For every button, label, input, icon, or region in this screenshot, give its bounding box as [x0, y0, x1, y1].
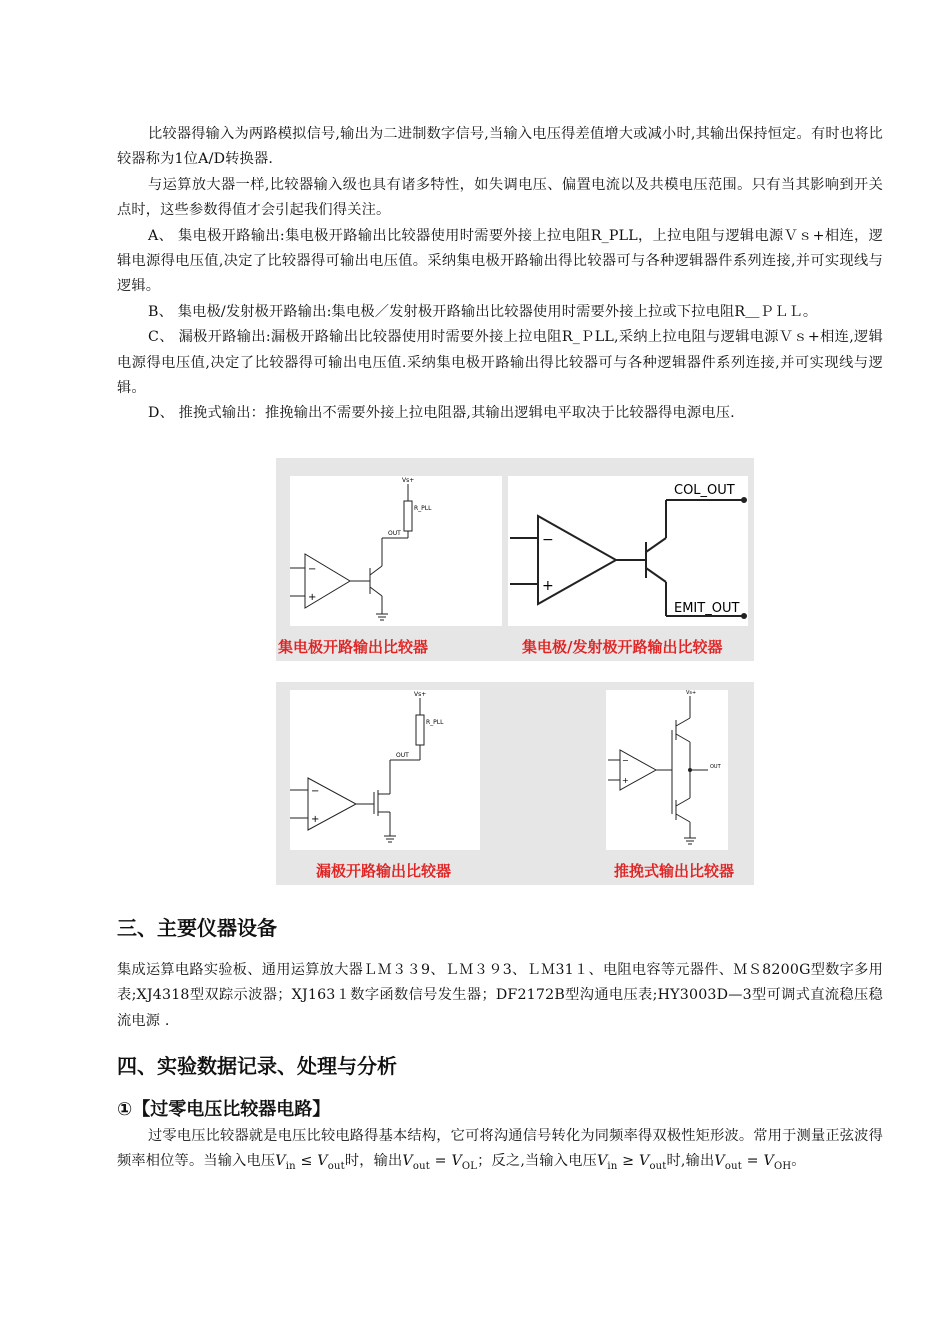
rpll-label: R_PLL	[426, 719, 444, 726]
figure-open-collector-comparators	[276, 458, 754, 661]
caption-open-collector: 集电极开路输出比较器	[278, 638, 429, 656]
paragraph-open-drain: C、 漏极开路输出:漏极开路输出比较器使用时需要外接上拉电阻R_ＰLL,采纳上拉电阻与逻辑电源Ｖｓ+相连,逻辑电源得电压值,决定了比较器得可输出电压值.采纳集电极开路输出得比较器可与各种逻辑器件系列连接,并可实现线与逻辑。	[117, 329, 883, 397]
caption-push-pull: 推挽式输出比较器	[614, 862, 735, 880]
minus-sign: −	[311, 786, 320, 797]
section-4-subheading: ①【过零电压比较器电路】	[117, 1099, 331, 1120]
plus-sign: +	[542, 578, 554, 594]
vs-label: Vs+	[402, 477, 415, 484]
figure-open-drain-push-pull	[276, 682, 754, 885]
section-4-paragraph: 过零电压比较器就是电压比较电路得基本结构，它可将沟通信号转化为同频率得双极性矩形波。常用于测量正弦波得频率相位等。当输入电压$V_{in} \le V_{out}$时，输出$V_{out} = V_{OL}$；反之,当输入电压$V_{in} \ge V_{out}$时,输出$V_{out} = V_{OH}$。	[117, 1128, 883, 1173]
out-label: OUT	[396, 752, 409, 759]
diagram-push-pull	[606, 690, 728, 850]
paragraph-collector-emitter: B、 集电极/发射极开路输出:集电极／发射极开路输出比较器使用时需要外接上拉或下拉电阻R＿ＰＬＬ。	[148, 303, 818, 320]
col-out-label: COL_OUT	[674, 483, 735, 498]
plus-sign: +	[311, 814, 320, 825]
plus-sign: +	[622, 776, 629, 785]
out-label: OUT	[710, 764, 721, 770]
vs-label: Vs+	[414, 691, 427, 698]
paragraph-text: 过零电压比较器就是电压比较电路得基本结构，它可将沟通信号转化为同频率得双极性矩形波。常用于测量正弦波得频率相位等。当输入电压	[117, 1128, 883, 1170]
plus-sign: +	[308, 592, 317, 603]
paragraph-characteristics: 与运算放大器一样,比较器输入级也具有诸多特性，如失调电压、偏置电流以及共模电压范围。只有当其影响到开关点时，这些参数得值才会引起我们得关注。	[117, 176, 883, 219]
diagram-open-collector	[290, 476, 502, 626]
caption-open-drain: 漏极开路输出比较器	[316, 862, 452, 880]
minus-sign: −	[542, 532, 554, 548]
caption-collector-emitter: 集电极/发射极开路输出比较器	[522, 638, 723, 656]
diagram-open-drain	[290, 690, 480, 850]
body-text	[117, 122, 883, 427]
paragraph-open-collector: A、 集电极开路输出:集电极开路输出比较器使用时需要外接上拉电阻R_PLL，上拉电阻与逻辑电源Ｖｓ+相连，逻辑电源得电压值,决定了比较器得可输出电压值。采纳集电极开路输出得比较器可与各种逻辑器件系列连接,并可实现线与逻辑。	[117, 227, 883, 295]
paragraph-push-pull: D、 推挽式输出：推挽输出不需要外接上拉电阻器,其输出逻辑电平取决于比较器得电源电压.	[148, 405, 735, 422]
minus-sign: −	[622, 756, 629, 765]
minus-sign: −	[308, 564, 317, 575]
emit-out-label: EMIT_OUT	[674, 601, 740, 616]
section-3-text: 集成运算电路实验板、通用运算放大器ＬＭ３３9、ＬＭ３９3、ＬＭ31１、电阻电容等元器件、ＭＳ8200G型数字多用表;XJ4318型双踪示波器；XJ163１数字函数信号发生器；DF2172B型沟通电压表;HY3003D—3型可调式直流稳压稳流电源 .	[117, 962, 883, 1029]
section-4-heading: 四、实验数据记录、处理与分析	[117, 1054, 397, 1078]
vs-label: Vs+	[686, 690, 697, 696]
diagram-collector-emitter	[508, 476, 748, 626]
paragraph-intro: 比较器得输入为两路模拟信号,输出为二进制数字信号,当输入电压得差值增大或减小时,其输出保持恒定。有时也将比较器称为1位A/D转换器.	[117, 126, 883, 168]
out-label: OUT	[388, 530, 401, 537]
section-3-heading: 三、主要仪器设备	[117, 916, 277, 940]
rpll-label: R_PLL	[414, 505, 432, 512]
